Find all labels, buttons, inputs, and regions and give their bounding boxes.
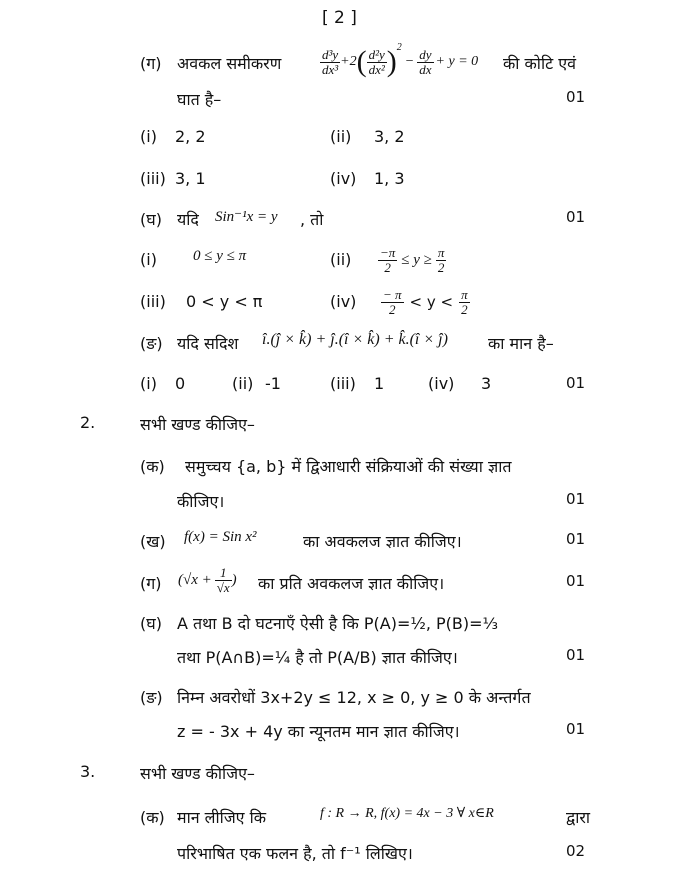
q3-ka-label: (क)	[140, 808, 165, 827]
q1-ga-text-post: की कोटि एवं	[503, 54, 576, 73]
q3-ka-expression: f : R → R, f(x) = 4x − 3 ∀ x∈R	[320, 806, 494, 821]
q1-gha-option-i-label: (i)	[140, 250, 157, 269]
q1-ga-option-iv-label: (iv)	[330, 169, 357, 188]
q1-gha-option-iii-text: 0 < y < π	[186, 292, 263, 311]
q2-kha-text: का अवकलज ज्ञात कीजिए।	[303, 532, 462, 551]
q3-number: 3.	[80, 762, 96, 781]
q2-gha-line1: A तथा B दो घटनाएँ ऐसी है कि P(A)=½, P(B)=⅓	[177, 614, 499, 633]
q1-nga-expression: î.(ĵ × k̂) + ĵ.(î × k̂) + k̂.(î × ĵ)	[262, 331, 448, 348]
q3-ka-line2: परिभाषित एक फलन है, तो f⁻¹ लिखिए।	[177, 844, 413, 863]
q1-nga-option-i-text: 0	[175, 374, 186, 393]
q1-nga-option-iii-label: (iii)	[330, 374, 356, 393]
q1-ga-option-i-label: (i)	[140, 127, 157, 146]
q1-ga-option-iii-label: (iii)	[140, 169, 166, 188]
q3-ka-text: मान लीजिए कि	[177, 808, 267, 827]
q1-ga-option-ii-label: (ii)	[330, 127, 352, 146]
q1-nga-option-i-label: (i)	[140, 374, 157, 393]
q3-ka-text-post: द्वारा	[566, 808, 591, 827]
q1-ga-equation: $\frac{\text{d³y}}{\text{dx³}}$ +2 ( $\frac{\text{d²y}}{\text{dx²}}$ ) $^2$ − $\frac{dy}{dx}$ + y = 0	[322, 42, 479, 78]
q2-gha-label: (घ)	[140, 614, 162, 633]
q2-ka-line2: कीजिए।	[177, 492, 225, 511]
q1-nga-option-ii-label: (ii)	[232, 374, 254, 393]
q2-heading: सभी खण्ड कीजिए–	[140, 415, 255, 434]
q1-gha-text: यदि	[177, 210, 199, 229]
q2-gha-marks: 01	[566, 646, 586, 664]
q2-nga-line2: z = - 3x + 4y का न्यूनतम मान ज्ञात कीजिए।	[177, 722, 460, 741]
q2-nga-label: (ङ)	[140, 688, 163, 707]
q1-gha-label: (घ)	[140, 210, 162, 229]
q1-gha-text-post: , तो	[300, 210, 324, 229]
page-number: [ 2 ]	[322, 8, 357, 28]
q1-ga-option-ii-text: 3, 2	[374, 127, 405, 146]
q2-ga-text: का प्रति अवकलज ज्ञात कीजिए।	[258, 574, 445, 593]
q1-ga-label: (ग)	[140, 54, 162, 73]
q1-gha-option-i-text: 0 ≤ y ≤ π	[193, 248, 247, 264]
q2-gha-line2: तथा P(A∩B)=¼ है तो P(A/B) ज्ञात कीजिए।	[177, 648, 458, 667]
q1-gha-option-ii-label: (ii)	[330, 250, 352, 269]
q1-nga-label: (ङ)	[140, 334, 163, 353]
q3-ka-marks: 02	[566, 842, 586, 860]
q1-nga-option-iv-text: 3	[481, 374, 492, 393]
q2-ga-marks: 01	[566, 572, 586, 590]
q1-gha-marks: 01	[566, 208, 586, 226]
q1-gha-option-iv-label: (iv)	[330, 292, 357, 311]
q1-gha-expression: Sin⁻¹x = y	[215, 209, 278, 225]
q2-ka-line1: समुच्चय {a, b} में द्विआधारी संक्रियाओं की संख्या ज्ञात	[185, 457, 512, 476]
q1-ga-text: अवकल समीकरण	[177, 54, 282, 73]
q1-nga-text-post: का मान है–	[488, 334, 554, 353]
q2-number: 2.	[80, 413, 96, 432]
q1-ga-marks: 01	[566, 88, 586, 106]
q1-gha-option-iv-expression: $\frac{- \pi}{2}$ < y < $\frac{\pi}{2}$	[383, 286, 468, 317]
q1-ga-option-iv-text: 1, 3	[374, 169, 405, 188]
q2-ka-label: (क)	[140, 457, 165, 476]
q2-nga-line1: निम्न अवरोधों 3x+2y ≤ 12, x ≥ 0, y ≥ 0 के अन्तर्गत	[177, 688, 531, 707]
q1-nga-marks: 01	[566, 374, 586, 392]
q1-nga-option-ii-text: -1	[265, 374, 281, 393]
q2-ga-expression: (√x + $\frac{1}{√x}$ )	[178, 564, 237, 595]
q2-kha-marks: 01	[566, 530, 586, 548]
q1-nga-text: यदि सदिश	[177, 334, 239, 353]
q1-nga-option-iii-text: 1	[374, 374, 385, 393]
q1-nga-option-iv-label: (iv)	[428, 374, 455, 393]
q1-ga-option-iii-text: 3, 1	[175, 169, 206, 188]
q1-gha-option-iii-label: (iii)	[140, 292, 166, 311]
q2-ka-marks: 01	[566, 490, 586, 508]
q2-kha-expression: f(x) = Sin x²	[184, 529, 257, 545]
q2-kha-label: (ख)	[140, 532, 166, 551]
q2-nga-marks: 01	[566, 720, 586, 738]
q2-ga-label: (ग)	[140, 574, 162, 593]
q1-ga-option-i-text: 2, 2	[175, 127, 206, 146]
q3-heading: सभी खण्ड कीजिए–	[140, 764, 255, 783]
q1-ga-text-line2: घात है–	[177, 90, 222, 109]
q1-gha-option-ii-expression: $\frac{-\pi}{2}$ ≤ y ≥ $\frac{\pi}{2}$	[380, 244, 445, 275]
